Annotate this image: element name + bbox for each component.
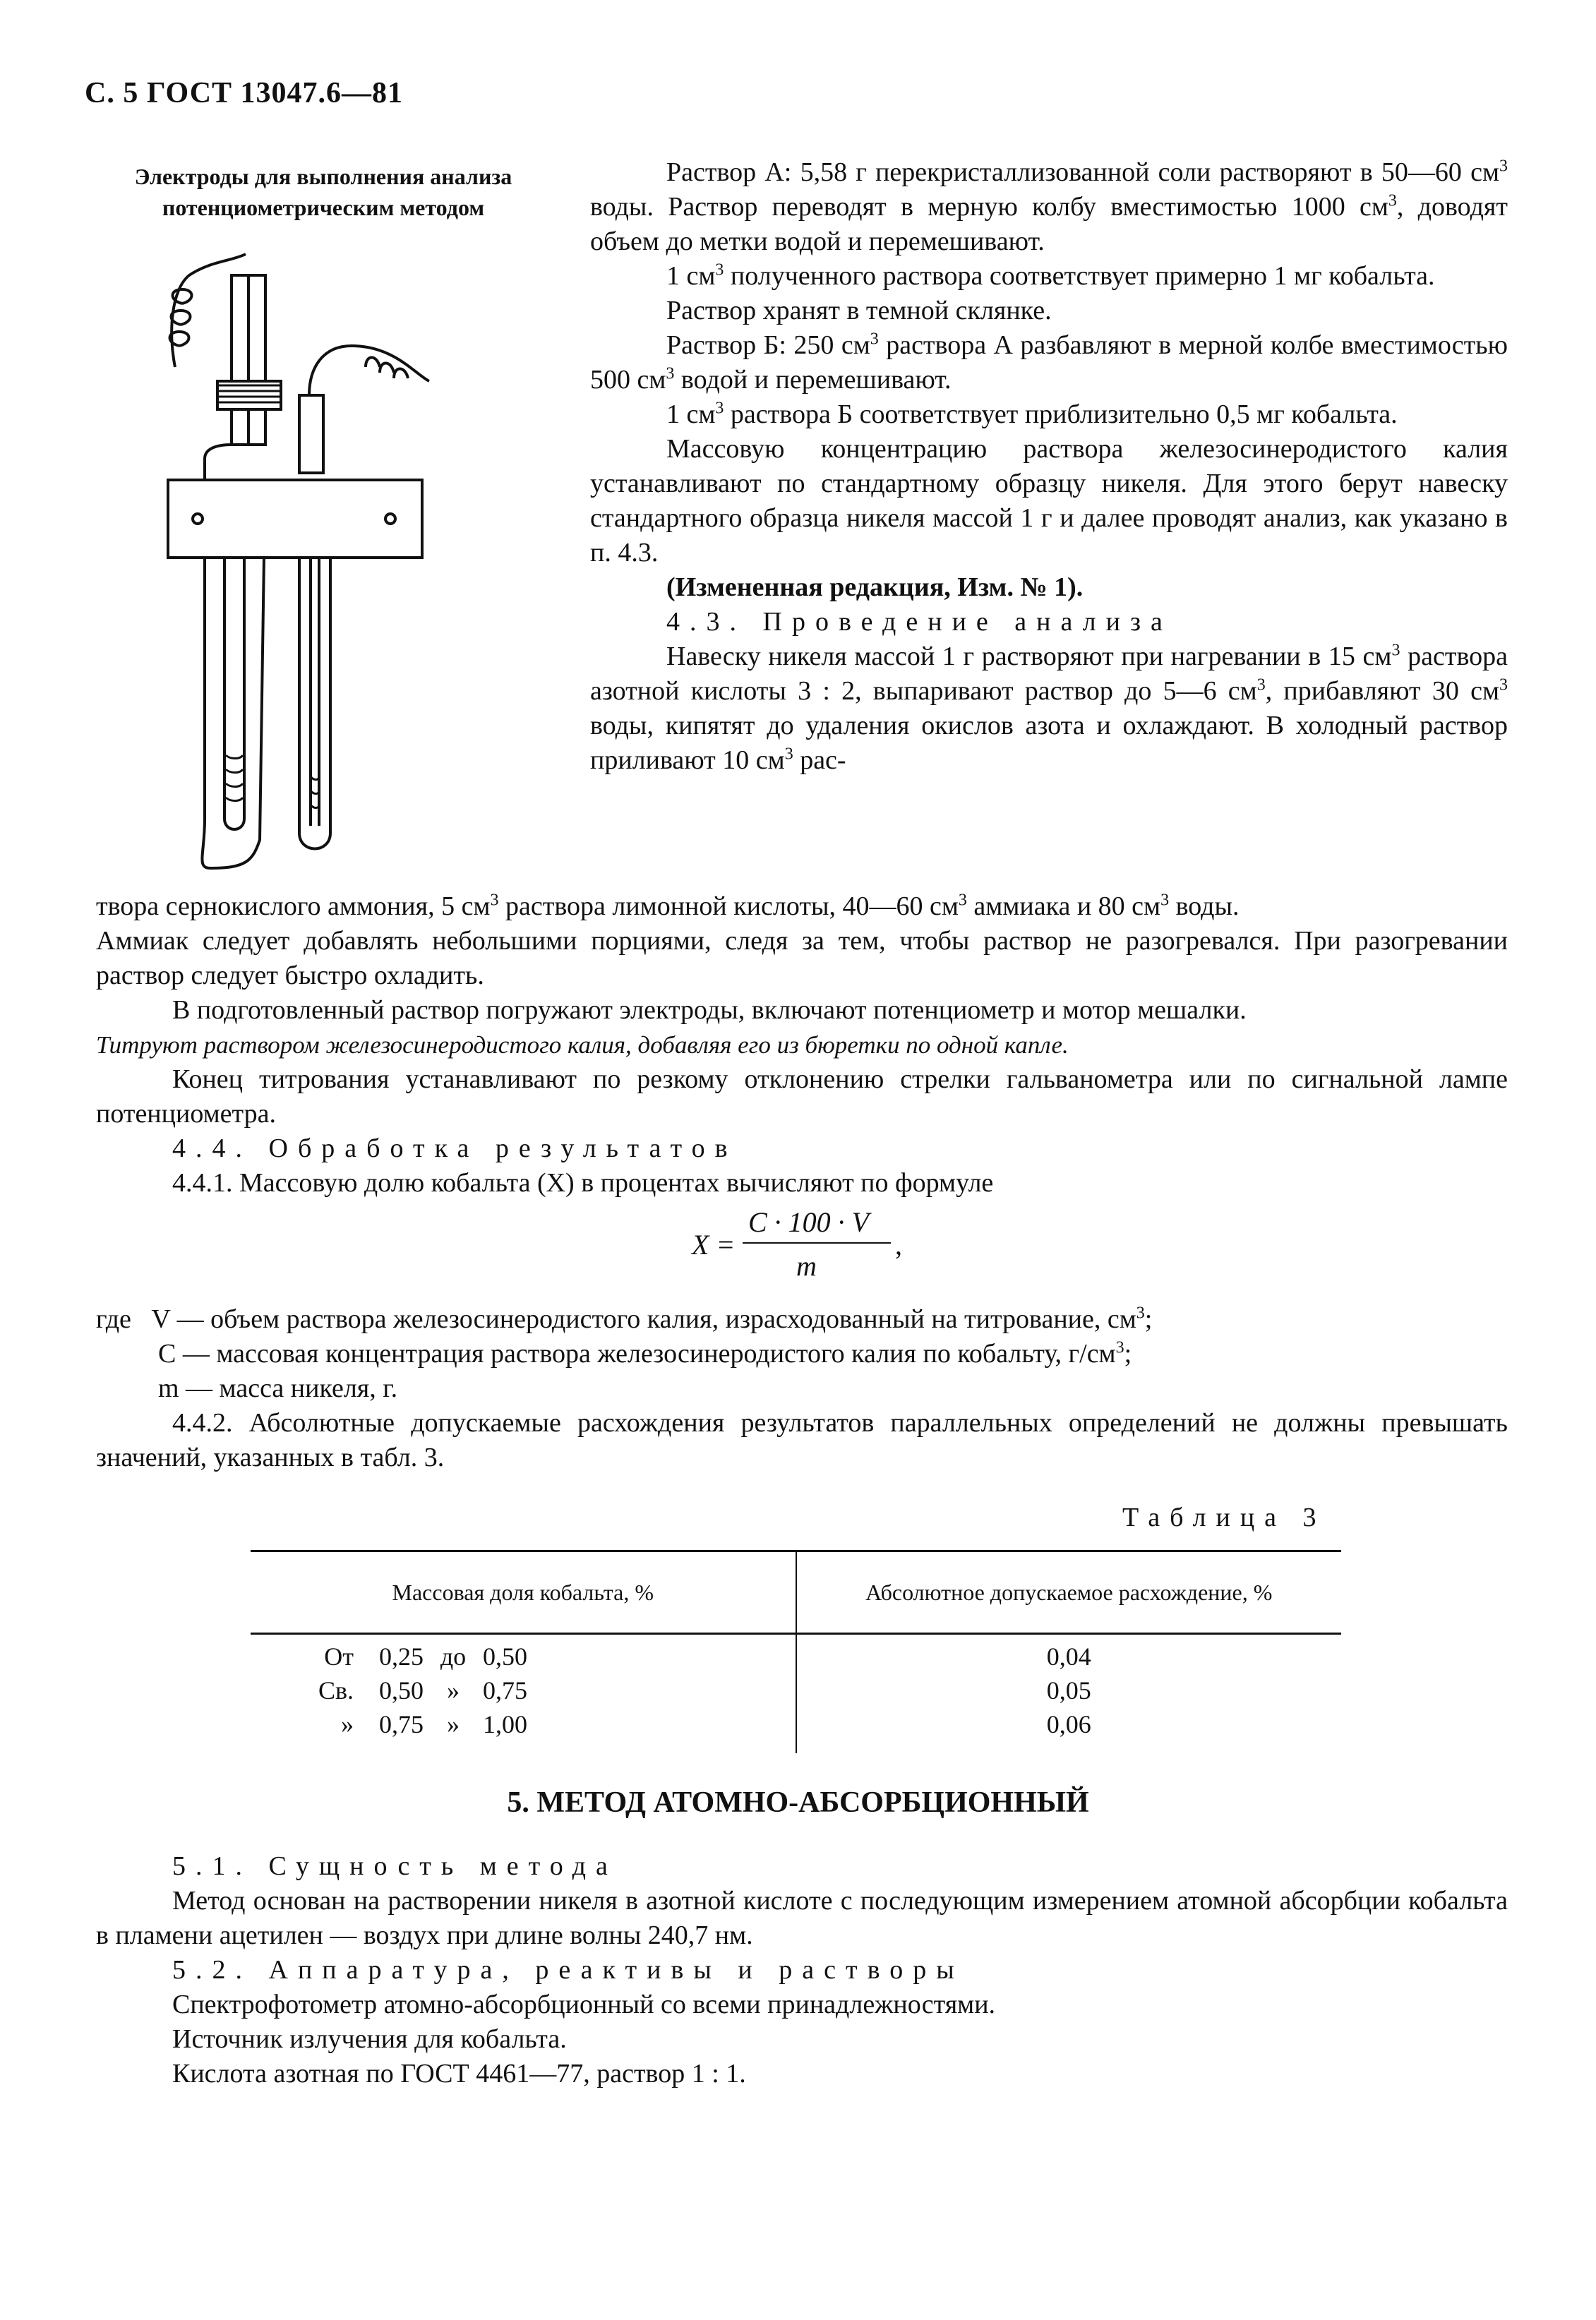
formula-comma: , [895, 1229, 902, 1261]
row-prefix: » [341, 1710, 354, 1738]
full-width-text-block [96, 889, 1508, 1201]
paragraph-4-4-2: 4.4.2. Абсолютные допускаемые расхождения результатов параллельных определений не должны превышать значений, указанных в табл. 3. [96, 1408, 1508, 1472]
paragraph-procedure-continued: твора сернокислого аммония, 5 $см^3$ раствора лимонной кислоты, 40—60 $см^3$ аммиака и 80 $см^3$ воды. [96, 891, 1240, 921]
paragraph-storage: Раствор хранят в темной склянке. [666, 296, 1052, 325]
row-prefix: Св. [318, 1676, 354, 1705]
heading-5-2: 5.2. Аппаратура, реактивы и растворы [172, 1955, 964, 1985]
formula-numerator: C · 100 · V [748, 1206, 870, 1238]
section-5-title: 5. МЕТОД АТОМНО-АБСОРБЦИОННЫЙ [507, 1786, 1089, 1819]
figure-caption-line-2: потенциометрическим методом [162, 195, 485, 220]
row-from: 0,75 [379, 1710, 424, 1738]
right-electrode-body [299, 558, 330, 849]
paragraph-solution-a: Раствор А: 5,58 г перекристаллизованной соли растворяют в 50—60 $см^3$ воды. Раствор переводят в мерную колбу вместимостью 1000 $см^3$, доводят объем до метки водой и перемешивают. [590, 157, 1508, 256]
heading-5-1: 5.1. Сущность метода [172, 1851, 618, 1881]
row-to: 0,50 [483, 1642, 527, 1671]
table-row [251, 1634, 1341, 1674]
formula-lhs: X = [692, 1229, 736, 1261]
equipment-spectrophotometer: Спектрофотометр атомно-абсорбционный со всеми принадлежностями. [172, 1990, 996, 2019]
table-header-col2: Абсолютное допускаемое расхождение, % [796, 1551, 1342, 1634]
paragraph-solution-a-equivalence: 1 $см^3$ полученного раствора соответствует примерно 1 мг кобальта. [666, 260, 1435, 291]
row-to-word: до [440, 1642, 467, 1671]
paragraph-5-1: Метод основан на растворении никеля в азотной кислоте с последующим измерением атомной абсорбции кобальта в пламени ацетилен — воздух при длине волны 240,7 нм. [96, 1886, 1508, 1950]
legend-m: m — масса никеля, г. [158, 1374, 398, 1403]
heading-4-3: 4.3. Проведение анализа [666, 607, 1172, 637]
row-to-word: » [447, 1676, 460, 1705]
paragraph-concentration: Массовую концентрацию раствора железосинеродистого калия устанавливают по стандартному образцу никеля. Для этого берут навеску стандартного образца никеля массой 1 г и далее проводят анализ, как указано в п. 4.3. [590, 434, 1508, 567]
section-5-body [96, 1849, 1508, 2091]
paragraph-4-4-1: 4.4.1. Массовую долю кобальта (X) в процентах вычисляют по формуле [172, 1168, 994, 1198]
formula [678, 1200, 918, 1292]
amendment-note: (Измененная редакция, Изм. № 1). [666, 572, 1084, 602]
equipment-radiation-source: Источник излучения для кобальта. [172, 2024, 567, 2054]
table-row [251, 1707, 1341, 1753]
table-3 [251, 1550, 1341, 1753]
right-coil-wire [309, 346, 429, 395]
right-electrode-top [299, 395, 323, 473]
paragraph-titration-end: Конец титрования устанавливают по резкому отклонению стрелки гальванометра или по сигнальной лампе потенциометра. [96, 1064, 1508, 1129]
figure-caption-line-1: Электроды для выполнения анализа [134, 164, 512, 189]
row-value: 0,05 [1046, 1676, 1091, 1705]
page-header: С. 5 ГОСТ 13047.6—81 [85, 77, 404, 109]
left-electrode-body [202, 558, 264, 868]
figure-caption [83, 161, 563, 223]
table-header-col1: Массовая доля кобальта, % [251, 1551, 796, 1634]
row-prefix: От [324, 1642, 354, 1671]
row-from: 0,50 [379, 1676, 424, 1705]
row-to: 0,75 [483, 1676, 527, 1705]
row-to-word: » [447, 1710, 460, 1738]
row-value: 0,04 [1046, 1642, 1091, 1671]
table-title: Таблица 3 [1122, 1503, 1326, 1532]
paragraph-electrodes: В подготовленный раствор погружают электроды, включают потенциометр и мотор мешалки. [172, 995, 1247, 1025]
heading-4-4: 4.4. Обработка результатов [172, 1134, 738, 1163]
formula-legend [96, 1302, 1508, 1475]
row-from: 0,25 [379, 1642, 424, 1671]
row-to: 1,00 [483, 1710, 527, 1738]
holder-block-connector [205, 445, 232, 480]
table-row [251, 1673, 1341, 1707]
formula-denominator: m [796, 1250, 817, 1282]
paragraph-titration: Титруют раствором железосинеродистого калия, добавляя его из бюретки по одной капле. [96, 1031, 1069, 1059]
paragraph-procedure: Навеску никеля массой 1 г растворяют при нагревании в 15 $см^3$ раствора азотной кислоты 3 : 2, выпаривают раствор до 5—6 $см^3$, прибавляют 30 $см^3$ воды, кипятят до удаления окислов азота и охлаждают. В холодный раствор приливают 10 $см^3$ рас- [590, 641, 1508, 775]
table-header-row [251, 1551, 1341, 1634]
paragraph-solution-b-equivalence: 1 $см^3$ раствора Б соответствует приблизительно 0,5 мг кобальта. [666, 399, 1398, 429]
electrodes-illustration [161, 247, 486, 875]
row-value: 0,06 [1046, 1710, 1091, 1738]
left-electrode-tip [226, 755, 243, 801]
legend-v: где V — объем раствора железосинеродистого калия, израсходованный на титрование, $см^3$; [96, 1304, 1153, 1334]
paragraph-ammonia: Аммиак следует добавлять небольшими порциями, следя за тем, чтобы раствор не разогревался. При разогревании раствор следует быстро охладить. [96, 926, 1508, 990]
paragraph-solution-b: Раствор Б: 250 $см^3$ раствора А разбавляют в мерной колбе вместимостью 500 $см^3$ водой и перемешивают. [590, 330, 1508, 395]
right-column-text [590, 155, 1508, 778]
legend-c: C — массовая концентрация раствора железосинеродистого калия по кобальту, $г/см^3$; [158, 1338, 1132, 1369]
formula-fraction-line [743, 1242, 891, 1244]
reagent-nitric-acid: Кислота азотная по ГОСТ 4461—77, раствор 1 : 1. [172, 2059, 746, 2088]
